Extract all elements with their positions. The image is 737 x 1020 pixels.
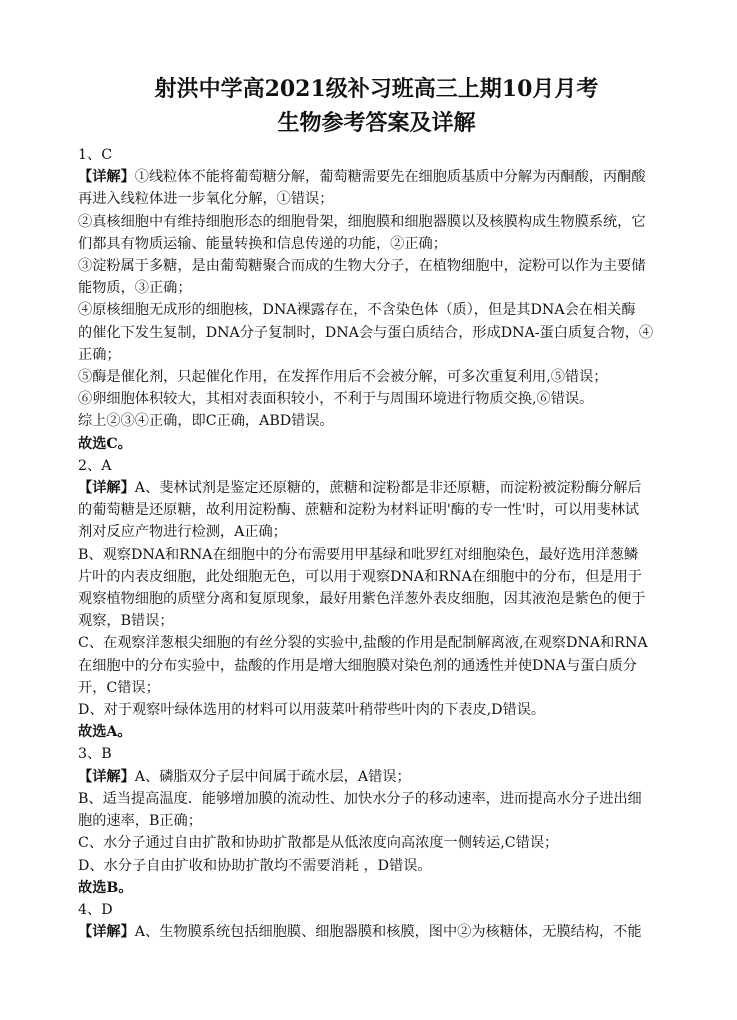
detail-line: ③淀粉属于多糖，是由葡萄糖聚合而成的生物大分子，在植物细胞中，淀粉可以作为主要储 — [78, 258, 646, 275]
detail-line: ⑥卵细胞体积较大，其相对表面积较小，不利于与周围环境进行物质交换,⑥错误。 — [78, 391, 594, 408]
detail-line: 再进入线粒体进一步氧化分解，①错误； — [78, 191, 334, 208]
detail-line: 正确； — [78, 346, 121, 363]
detail-text: ①线粒体不能将葡萄糖分解，葡萄糖需要先在细胞质基质中分解为丙酮酸，丙酮酸 — [134, 169, 646, 186]
answer-2 — [78, 455, 675, 744]
detail-line: C、在观察洋葱根尖细胞的有丝分裂的实验中,盐酸的作用是配制解离液,在观察DNA和RNA — [78, 635, 648, 652]
answer-4 — [78, 899, 675, 943]
detail-line: 能物质，③正确； — [78, 280, 192, 297]
detail-line: ④原核细胞无成形的细胞核，DNA裸露存在，不含染色体（质），但是其DNA会在相关酶 — [78, 302, 636, 319]
detail-line: 的葡萄糖是还原糖，故利用淀粉酶、蔗糖和淀粉为材料证明'酶的专一性'时，可以用斐林试 — [78, 502, 640, 519]
answer-header: 2、A — [78, 457, 112, 474]
detail-text: A、生物膜系统包括细胞膜、细胞器膜和核膜，图中②为核糖体，无膜结构，不能 — [134, 924, 642, 941]
detail-tag: 【详解】 — [78, 768, 135, 785]
detail-line: B、适当提高温度．能够增加膜的流动性、加快水分子的移动速率，进而提高水分子进出细 — [78, 790, 642, 807]
answer-conclusion: 故选A。 — [78, 724, 132, 741]
detail-line: D、对于观察叶绿体选用的材料可以用菠菜叶稍带些叶肉的下表皮,D错误。 — [78, 702, 546, 719]
detail-line: 胞的速率，B正确； — [78, 813, 202, 830]
detail-line: C、水分子通过自由扩散和协助扩散都是从低浓度向高浓度一侧转运,C错误； — [78, 835, 559, 852]
detail-line: 在细胞中的分布实验中，盐酸的作用是增大细胞膜对染色剂的通透性并使DNA与蛋白质分 — [78, 657, 637, 674]
detail-line: D、水分子自由扩收和协助扩散均不需要消耗 ，D错误。 — [78, 857, 432, 874]
document-title: 射洪中学高2021级补习班高三上期10月月考 — [154, 76, 599, 102]
detail-line: B、观察DNA和RNA在细胞中的分布需要用甲基绿和吡罗红对细胞染色，最好选用洋葱鳞 — [78, 546, 639, 563]
detail-line: 片叶的内表皮细胞，此处细胞无色，可以用于观察DNA和RNA在细胞中的分布，但是用于 — [78, 568, 642, 585]
detail-line: 开，C错误； — [78, 679, 160, 696]
detail-line: 观察植物细胞的质壁分离和复原现象，最好用紫色洋葱外表皮细胞，因其液泡是紫色的便于 — [78, 591, 646, 608]
detail-line: ②真核细胞中有维持细胞形态的细胞骨架，细胞膜和细胞器膜以及核膜构成生物膜系统，它 — [78, 213, 646, 230]
detail-line: 们都具有物质运输、能量转换和信息传递的功能，②正确； — [78, 235, 447, 252]
document-subtitle: 生物参考答案及详解 — [277, 110, 476, 136]
detail-line — [78, 921, 675, 943]
detail-line: 的催化下发生复制，DNA分子复制时，DNA会与蛋白质结合，形成DNA-蛋白质复合物，④ — [78, 324, 654, 341]
detail-line — [78, 766, 675, 788]
answer-3 — [78, 743, 675, 898]
detail-line: 综上②③④正确，即C正确，ABD错误。 — [78, 413, 334, 430]
answer-header: 3、B — [78, 746, 112, 763]
detail-tag: 【详解】 — [78, 169, 135, 186]
answer-1 — [78, 144, 675, 455]
answer-header: 4、D — [78, 901, 113, 918]
detail-tag: 【详解】 — [78, 924, 135, 941]
detail-line — [78, 477, 675, 499]
detail-tag: 【详解】 — [78, 480, 135, 497]
answer-header: 1、C — [78, 147, 113, 163]
detail-line: 观察，B错误； — [78, 613, 174, 630]
answer-conclusion: 故选C。 — [78, 435, 132, 452]
detail-line: 剂对反应产物进行检测，A正确； — [78, 524, 287, 541]
detail-line: ⑤酶是催化剂，只起催化作用，在发挥作用后不会被分解，可多次重复利用,⑤错误； — [78, 369, 608, 386]
detail-text: A、磷脂双分子层中间属于疏水层，A错误； — [134, 768, 411, 785]
detail-line — [78, 166, 675, 188]
detail-text: A、斐林试剂是鉴定还原糖的，蔗糖和淀粉都是非还原糖，而淀粉被淀粉酶分解后 — [134, 480, 642, 497]
answer-conclusion: 故选B。 — [78, 879, 133, 896]
